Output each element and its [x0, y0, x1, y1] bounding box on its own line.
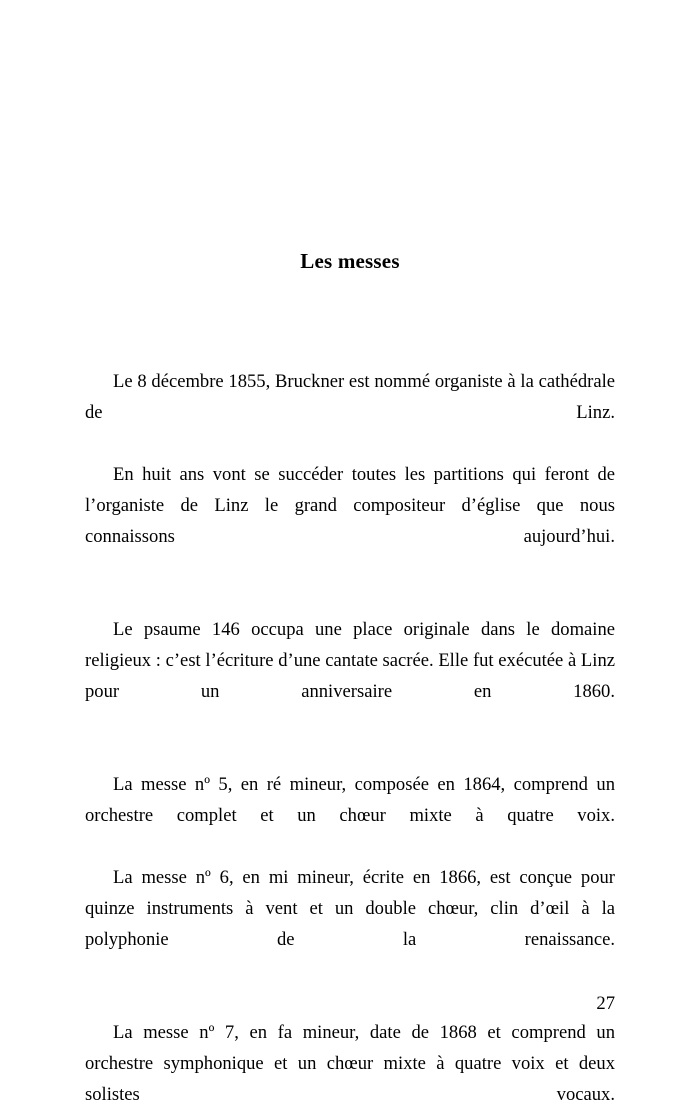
page-number: 27	[596, 993, 615, 1014]
paragraph: Le psaume 146 occupa une place originale dans le domaine religieux : c’est l’écriture d’une cantate sacrée. Elle fut exécutée à Linz pour un anniversaire en 1860.	[85, 619, 615, 702]
paragraph: La messe nº 6, en mi mineur, écrite en 1866, est conçue pour quinze instruments à vent et un double chœur, clin d’œil à la polyphonie de la renaissance.	[85, 867, 615, 950]
page-title: Les messes	[300, 249, 400, 273]
paragraph: En huit ans vont se succéder toutes les partitions qui feront de l’organiste de Linz le grand compositeur d’église que nous connaissons aujourd’hui.	[85, 464, 615, 547]
paragraph: La messe nº 5, en ré mineur, composée en 1864, comprend un orchestre complet et un chœur mixte à quatre voix.	[85, 774, 615, 826]
paragraph: Le 8 décembre 1855, Bruckner est nommé organiste à la cathédrale de Linz.	[85, 371, 615, 423]
paragraph: La messe nº 7, en fa mineur, date de 1868 et comprend un orchestre symphonique et un chœur mixte à quatre voix et deux solistes vocaux.	[85, 1022, 615, 1105]
